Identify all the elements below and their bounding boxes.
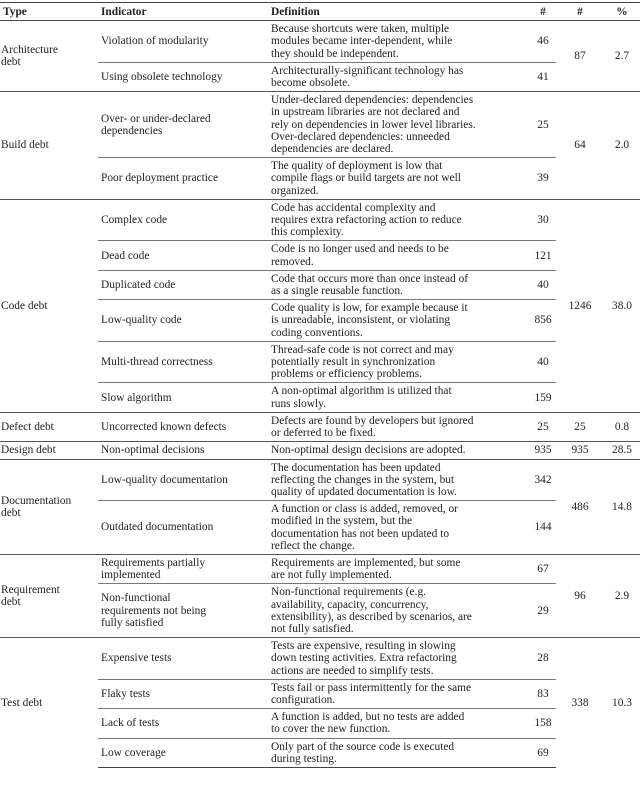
text-line: modules became inter-dependent, while	[271, 35, 453, 48]
text-line: Flaky tests	[101, 687, 151, 700]
text-line: Defects are found by developers but ignored	[271, 414, 474, 427]
definition-cell	[268, 738, 530, 767]
debt-type-cell	[0, 459, 98, 554]
text-line: reflect the change.	[271, 539, 355, 552]
text-line: Design debt	[1, 444, 56, 457]
text-line: Defect debt	[1, 420, 54, 433]
definition-cell	[268, 709, 530, 738]
indicator-cell	[98, 709, 268, 738]
text-line: Requirements partially	[101, 556, 206, 569]
indicator-cell	[98, 412, 268, 441]
text-line: Build debt	[1, 139, 49, 152]
text-line: compile flags or build targets are not well	[271, 172, 461, 185]
text-line: Non-optimal design decisions are adopted.	[271, 444, 466, 457]
indicator-count: 144	[530, 501, 556, 555]
definition-cell	[268, 21, 530, 63]
text-line: fully satisfied	[101, 616, 164, 629]
text-line: The documentation has been updated	[271, 461, 441, 474]
indicator-cell	[98, 62, 268, 91]
text-line: Duplicated code	[101, 278, 176, 291]
definition-cell	[268, 341, 530, 383]
definition-cell	[268, 554, 530, 583]
text-line: are not fully implemented.	[271, 569, 392, 582]
text-line: Tests are expensive, resulting in slowing	[271, 640, 456, 653]
text-line: Architecture	[1, 44, 58, 56]
indicator-count: 39	[530, 158, 556, 200]
type-total: 96	[556, 554, 604, 637]
indicator-cell	[98, 459, 268, 501]
indicator-cell	[98, 158, 268, 200]
indicator-cell	[98, 199, 268, 241]
text-line: Poor deployment practice	[101, 172, 219, 185]
text-line: during testing.	[271, 752, 337, 765]
text-line: rely on dependencies in lower level libraries.	[271, 118, 476, 131]
table-row	[0, 412, 640, 441]
text-line: Low-quality code	[101, 314, 182, 327]
indicator-cell	[98, 738, 268, 767]
indicator-cell	[98, 638, 268, 680]
text-line: this complexity.	[271, 226, 344, 239]
table-body	[0, 21, 640, 768]
text-line: coding conventions.	[271, 326, 363, 339]
type-total: 935	[556, 442, 604, 459]
indicator-count: 25	[530, 92, 556, 158]
type-percent: 2.0	[604, 92, 640, 200]
text-line: documentation has not been updated to	[271, 527, 450, 540]
text-line: modified in the system, but the	[271, 515, 413, 528]
definition-cell	[268, 300, 530, 342]
text-line: Violation of modularity	[101, 35, 209, 48]
indicator-count: 46	[537, 35, 549, 48]
text-line: requirements not being	[101, 604, 207, 617]
indicator-cell	[98, 383, 268, 412]
table-row	[0, 459, 640, 501]
text-line: Non-functional	[101, 592, 171, 605]
type-percent: 2.9	[604, 554, 640, 637]
definition-cell	[268, 270, 530, 299]
text-line: implemented	[101, 569, 161, 582]
indicator-cell	[98, 554, 268, 583]
indicator-cell	[98, 679, 268, 708]
text-line: become obsolete.	[271, 77, 351, 90]
indicator-count: 83	[530, 679, 556, 708]
text-line: actions are needed to simplify tests.	[271, 664, 434, 677]
indicator-count: 28	[530, 638, 556, 680]
text-line: Documentation	[1, 494, 72, 507]
indicator-count: 159	[530, 383, 556, 412]
table-row	[0, 554, 640, 583]
text-line: Non-optimal decisions	[101, 444, 205, 457]
text-line: requires extra refactoring action to reduce	[271, 214, 462, 227]
definition-cell	[268, 383, 530, 412]
debt-type-cell	[0, 92, 98, 200]
text-line: Code debt	[1, 299, 48, 312]
indicator-count: 69	[530, 738, 556, 767]
text-line: Uncorrected known defects	[101, 420, 227, 433]
text-line: The quality of deployment is low that	[271, 160, 443, 173]
indicator-count: 67	[530, 554, 556, 583]
definition-cell	[268, 199, 530, 241]
debt-type-cell	[0, 442, 98, 459]
table-row	[0, 21, 640, 63]
text-line: Code quality is low, for example because it	[271, 302, 468, 315]
text-line: dependencies are declared.	[271, 143, 394, 156]
text-line: A non-optimal algorithm is utilized that	[271, 385, 452, 398]
indicator-count: 856	[530, 300, 556, 342]
text-line: Because shortcuts were taken, multiple	[271, 23, 450, 36]
indicator-cell	[98, 341, 268, 383]
text-line: reflecting the changes in the system, but	[271, 473, 455, 486]
debt-type-cell	[0, 199, 98, 412]
debt-type-cell	[0, 554, 98, 637]
header-row	[0, 3, 640, 21]
definition-cell	[268, 412, 530, 441]
type-percent: 38.0	[604, 199, 640, 412]
text-line: Using obsolete technology	[101, 70, 223, 83]
text-line: extensibility), as described by scenarios, are	[271, 610, 472, 623]
text-line: Code has accidental complexity and	[271, 201, 436, 214]
text-line: Requirements are implemented, but some	[271, 556, 461, 569]
debt-type-cell	[0, 412, 98, 441]
table-row	[0, 92, 640, 158]
text-line: or deferred to be fixed.	[271, 427, 376, 440]
type-total: 1246	[556, 199, 604, 412]
text-line: Thread-safe code is not correct and may	[271, 343, 454, 356]
definition-cell	[268, 638, 530, 680]
header-count: #	[540, 6, 546, 18]
indicator-cell	[98, 270, 268, 299]
text-line: debt	[1, 506, 21, 519]
definition-cell	[268, 158, 530, 200]
definition-cell	[268, 442, 530, 459]
indicator-cell	[98, 21, 268, 63]
text-line: Architecturally-significant technology has	[271, 64, 464, 77]
text-line: down testing activities. Extra refactoring	[271, 652, 457, 665]
text-line: Over-declared dependencies: unneeded	[271, 130, 450, 143]
indicator-count: 40	[530, 270, 556, 299]
header-total: #	[577, 6, 583, 18]
debt-type-cell	[0, 638, 98, 768]
type-percent: 2.7	[614, 50, 630, 63]
text-line: Complex code	[101, 214, 168, 227]
text-line: Test debt	[1, 696, 43, 709]
definition-cell	[268, 62, 530, 91]
text-line: Over- or under-declared	[101, 112, 211, 125]
text-line: in upstream libraries are not declared and	[271, 106, 460, 119]
type-total: 87	[574, 50, 586, 63]
type-percent: 14.8	[604, 459, 640, 554]
text-line: Under-declared dependencies: dependencies	[271, 94, 474, 107]
text-line: to cover the new function.	[271, 723, 391, 736]
text-line: potentially result in synchronization	[271, 356, 436, 369]
indicator-count: 41	[530, 62, 556, 91]
header-percent: %	[616, 6, 628, 18]
indicator-cell	[98, 300, 268, 342]
text-line: debt	[1, 596, 21, 609]
indicator-count: 935	[530, 442, 556, 459]
text-line: problems or efficiency problems.	[271, 368, 422, 381]
indicator-cell	[98, 92, 268, 158]
text-line: quality of updated documentation is low.	[271, 485, 457, 498]
text-line: A function is added, but no tests are added	[271, 711, 465, 724]
text-line: Tests fail or pass intermittently for the same	[271, 681, 472, 694]
text-line: Low-quality documentation	[101, 473, 228, 486]
text-line: Multi-thread correctness	[101, 356, 213, 369]
indicator-count: 121	[530, 241, 556, 270]
text-line: Slow algorithm	[101, 391, 172, 404]
text-line: Lack of tests	[101, 717, 160, 730]
text-line: organized.	[271, 184, 319, 197]
indicator-count: 25	[530, 412, 556, 441]
table-row	[0, 442, 640, 459]
technical-debt-table	[0, 2, 640, 768]
definition-cell	[268, 241, 530, 270]
header-definition: Definition	[271, 6, 320, 18]
text-line: they should be independent.	[271, 47, 399, 60]
text-line: Code is no longer used and needs to be	[271, 243, 449, 256]
text-line: debt	[1, 56, 21, 69]
indicator-count: 342	[530, 459, 556, 501]
definition-cell	[268, 459, 530, 501]
header-indicator: Indicator	[101, 6, 147, 18]
text-line: not fully satisfied.	[271, 622, 354, 635]
type-percent: 10.3	[604, 638, 640, 768]
indicator-count: 158	[530, 709, 556, 738]
text-line: Requirement	[1, 583, 60, 596]
type-percent: 28.5	[604, 442, 640, 459]
text-line: as a single reusable function.	[271, 285, 403, 298]
type-total: 486	[556, 459, 604, 554]
definition-cell	[268, 679, 530, 708]
indicator-cell	[98, 584, 268, 638]
text-line: Dead code	[101, 249, 150, 262]
text-line: dependencies	[101, 124, 163, 137]
type-total: 64	[556, 92, 604, 200]
type-percent: 0.8	[604, 412, 640, 441]
text-line: runs slowly.	[271, 397, 326, 410]
indicator-count: 29	[530, 584, 556, 638]
text-line: is unreadable, inconsistent, or violating	[271, 314, 451, 327]
text-line: removed.	[271, 255, 314, 268]
indicator-cell	[98, 501, 268, 555]
text-line: Non-functional requirements (e.g.	[271, 586, 426, 599]
debt-type-cell	[0, 21, 98, 92]
indicator-cell	[98, 241, 268, 270]
text-line: A function or class is added, removed, or	[271, 503, 458, 516]
text-line: Only part of the source code is executed	[271, 740, 455, 753]
text-line: availability, capacity, concurrency,	[271, 598, 429, 611]
text-line: Outdated documentation	[101, 521, 214, 534]
indicator-count: 40	[530, 341, 556, 383]
text-line: Low coverage	[101, 746, 166, 759]
indicator-count: 30	[530, 199, 556, 241]
indicator-cell	[98, 442, 268, 459]
text-line: Code that occurs more than once instead of	[271, 272, 469, 285]
table-row	[0, 199, 640, 241]
definition-cell	[268, 501, 530, 555]
type-total: 25	[556, 412, 604, 441]
type-total: 338	[556, 638, 604, 768]
definition-cell	[268, 92, 530, 158]
table-row	[0, 638, 640, 680]
text-line: Expensive tests	[101, 652, 172, 665]
header-type: Type	[3, 6, 27, 18]
text-line: configuration.	[271, 693, 336, 706]
definition-cell	[268, 584, 530, 638]
